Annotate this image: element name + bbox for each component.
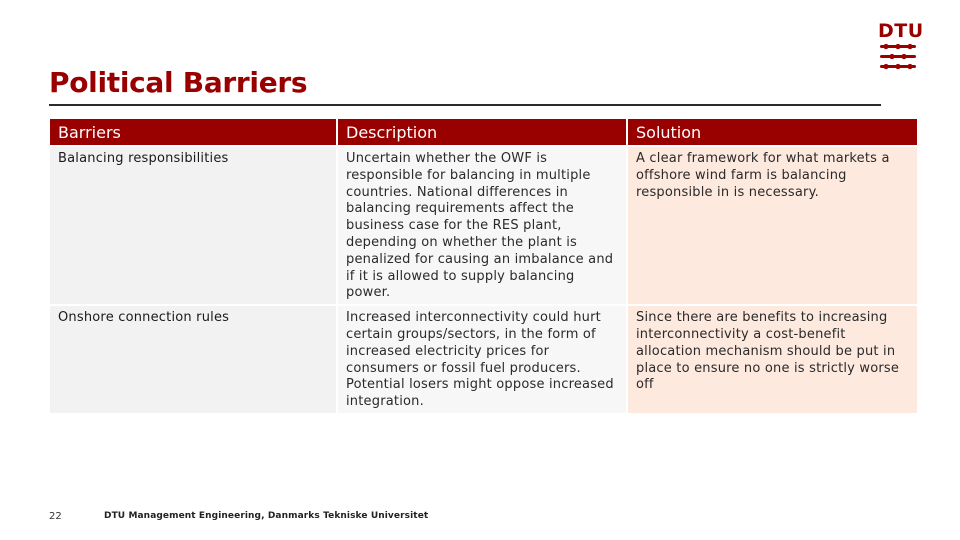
barrier-cell: Onshore connection rules bbox=[50, 306, 336, 413]
table-row bbox=[50, 306, 917, 413]
solution-cell: A clear framework for what markets a offshore wind farm is balancing responsible in is necessary. bbox=[628, 147, 917, 304]
description-cell: Uncertain whether the OWF is responsible for balancing in multiple countries. National differences in balancing requirements affect the business case for the RES plant, depending on whether the plant is penalized for causing an imbalance and if it is allowed to supply balancing power. bbox=[338, 147, 626, 304]
header-barriers: Barriers bbox=[50, 119, 336, 145]
barrier-cell: Balancing responsibilities bbox=[50, 147, 336, 304]
footer-text: DTU Management Engineering, Danmarks Tekniske Universitet bbox=[104, 511, 429, 521]
barriers-table bbox=[48, 117, 919, 415]
dtu-logo-mark-icon bbox=[878, 42, 918, 78]
description-cell: Increased interconnectivity could hurt certain groups/sectors, in the form of increased electricity prices for consumers or fossil fuel producers. Potential losers might oppose increased integration. bbox=[338, 306, 626, 413]
header-solution: Solution bbox=[628, 119, 917, 145]
slide-title: Political Barriers bbox=[49, 66, 308, 99]
dtu-logo bbox=[878, 20, 924, 80]
table-header-row bbox=[50, 119, 917, 145]
dtu-logo-text: DTU bbox=[878, 20, 924, 42]
table-row bbox=[50, 147, 917, 304]
page-number: 22 bbox=[49, 511, 62, 522]
title-divider bbox=[49, 104, 881, 106]
solution-cell: Since there are benefits to increasing interconnectivity a cost-benefit allocation mechanism should be put in place to ensure no one is strictly worse off bbox=[628, 306, 917, 413]
header-description: Description bbox=[338, 119, 626, 145]
